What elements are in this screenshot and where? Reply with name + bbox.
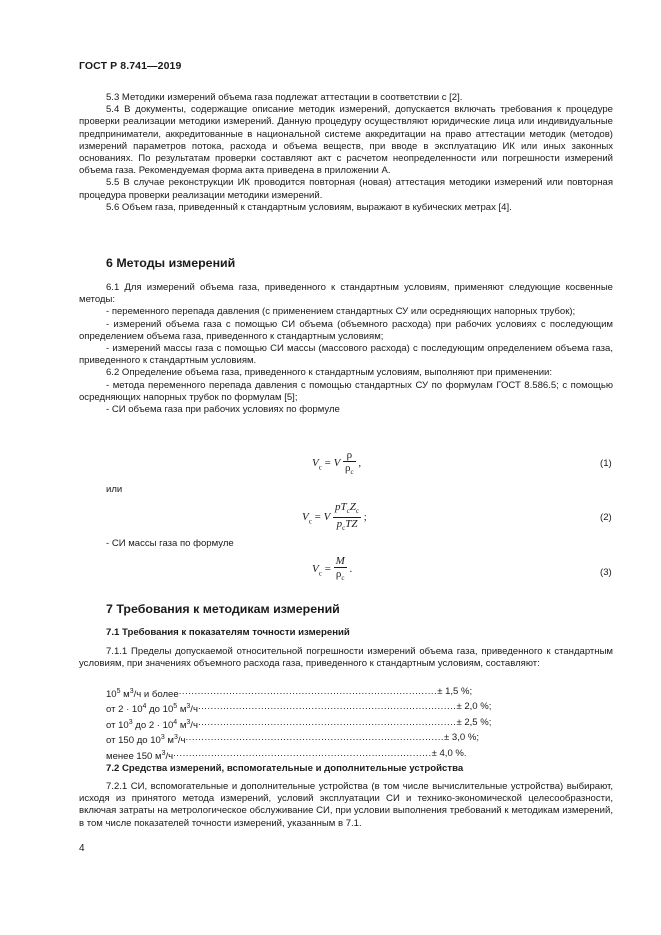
- formula-3-number: (3): [600, 567, 612, 578]
- section-6-mass-intro: [79, 538, 613, 550]
- tolerance-row: менее 150 $м^3/ч$ .................................................................................. ± 4,0 %.: [106, 747, 467, 762]
- bullet-volume-meter: - измерений объема газа с помощью СИ объема (объемного расхода) при рабочих условиях с последующим определением объема газа, приведенного к стандартным условиям;: [79, 318, 613, 342]
- tolerance-row: от $2 \cdot 10^4$ до $10^5$ $м^3/ч$ .................................................................................. ± 2,0 %;: [106, 701, 492, 716]
- paragraph-6-2: 6.2 Определение объема газа, приведенного к стандартным условиям, выполняют при применении:: [106, 367, 553, 379]
- paragraph-5-5: 5.5 В случае реконструкции ИК проводится повторная (новая) аттестация методики измерений или повторная процедура проверки реализации методики измерений.: [79, 177, 613, 201]
- tolerance-row: $10^5$ $м^3/ч$ и более .................................................................................. ± 1,5 %;: [106, 686, 473, 701]
- subsection-7-1-title: 7.1 Требования к показателям точности измерений: [106, 627, 350, 638]
- tolerance-row: от $10^3$ до $2 \cdot 10^4$ $м^3/ч$ .................................................................................. ± 2,5 %;: [106, 716, 492, 731]
- formula-1: $V_c = V$ $\frac{\rho}{\rho_c}$ ,: [312, 449, 362, 477]
- paragraph-6-1: 6.1 Для измерений объема газа, приведенного к стандартным условиям, применяют следующие косвенные методы:: [79, 282, 613, 306]
- bullet-differential-pressure: - переменного перепада давления (с применением стандартных СУ или осредняющих напорных трубок);: [106, 306, 576, 318]
- formula-2-number: (2): [600, 512, 612, 523]
- formula-3: $V_c$ = $\frac{M}{\rho_c}$ .: [312, 555, 353, 583]
- tolerance-row: от 150 до $10^3$ $м^3/ч$ .................................................................................. ± 3,0 %;: [106, 732, 479, 747]
- section-7-1-text: [79, 646, 613, 670]
- formula-2: $V_c = V$ $\frac{pT_cZ_c}{p_cTZ}$ ;: [302, 501, 367, 533]
- subsection-7-2-title: 7.2 Средства измерений, вспомогательные и дополнительные устройства: [106, 763, 464, 774]
- paragraph-5-4: 5.4 В документы, содержащие описание методик измерений, допускается включать требования к процедуре проверки реализации методики измерений. Данную процедуру осуществляют юридические лица или индивидуальные предприниматели, аккредитованные в национальной системе аккредитации на право аттестации методик (методов) измерений параметров потока, расхода и объема веществ, при вводе в эксплуатацию ИК или иных законных основаниях. По результатам проверки составляют акт с расчетом неопределенности или погрешности измерений объема газа. Рекомендуемая форма акта приведена в приложении А.: [79, 104, 613, 177]
- section-7-title: 7 Требования к методикам измерений: [106, 602, 340, 616]
- paragraph-7-1-1: 7.1.1 Пределы допускаемой относительной погрешности измерений объема газа, приведенного к стандартным условиям, при значениях объемного расхода газа, приведенного к стандартным условиям, составляют:: [79, 646, 613, 670]
- section-6-text: [79, 282, 613, 416]
- formula-1-number: (1): [600, 458, 612, 469]
- bullet-mass-meter: - измерений массы газа с помощью СИ массы (массового расхода) с последующим определением объема газа, приведенного к стандартным условиям.: [79, 343, 613, 367]
- paragraph-5-6: 5.6 Объем газа, приведенный к стандартным условиям, выражают в кубических метрах [4].: [106, 201, 512, 213]
- paragraph-7-2-1: 7.2.1 СИ, вспомогательные и дополнительные устройства (в том числе вычислительные устройства) выбирают, исходя из принятого метода измерений, условий эксплуатации СИ и технико-экономической целесообразности, включая затраты на метрологическое обслуживание СИ, при условии выполнения требований к методикам измерений, в том числе показателей точности измерений, указанным в 7.1.: [79, 781, 613, 829]
- or-label: или: [106, 484, 123, 495]
- bullet-formulas-gost: - метода переменного перепада давления с помощью стандартных СУ по формулам ГОСТ 8.586.5; с помощью осредняющих напорных трубок по формулам [5];: [79, 379, 613, 403]
- page-number: 4: [79, 843, 85, 854]
- standard-designation: ГОСТ Р 8.741—2019: [79, 60, 182, 72]
- section-5-text: [79, 92, 613, 214]
- section-7-2-text: [79, 781, 613, 830]
- paragraph-5-3: 5.3 Методики измерений объема газа подлежат аттестации в соответствии с [2].: [106, 92, 463, 103]
- bullet-volume-formula-intro: - СИ объема газа при рабочих условиях по формуле: [106, 404, 340, 416]
- section-6-title: 6 Методы измерений: [106, 256, 236, 270]
- bullet-mass-formula-intro: - СИ массы газа по формуле: [106, 538, 234, 549]
- tolerance-list: [106, 686, 492, 763]
